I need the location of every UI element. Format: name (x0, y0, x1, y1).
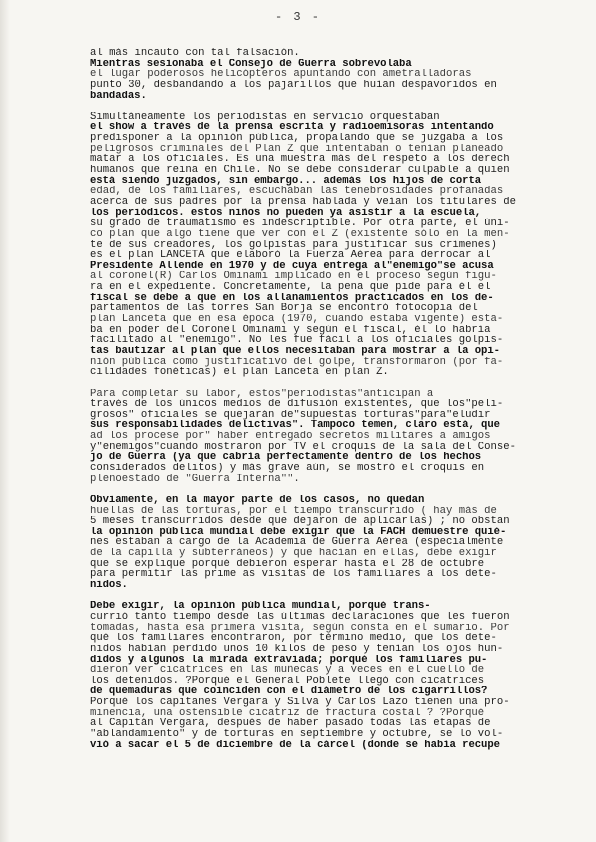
text-line: qué los familiares encontraron, por término medio, que los dete- (90, 633, 497, 644)
text-line: la opinión pública mundial debe exigir que la FACH demuestre quié- (90, 526, 507, 538)
text-line: Presidente Allende en 1970 y de cuya entrega al"enemigo"se acusa (90, 260, 494, 272)
text-line: Debe exigir, la opinión pública mundial, porqué trans- (90, 601, 431, 612)
text-line: Obviamente, en la mayor parte de los casos, no quedan (90, 494, 425, 506)
paragraph-gap (90, 101, 582, 112)
text-line: nión pública como justificativo del golpe, transformaron (por fa- (90, 356, 504, 368)
text-line: dieron ver cicatrices en las muñecas y a veces en el cuello de (90, 665, 485, 676)
text-line: plenoestado de "Guerra Interna"". (90, 473, 300, 485)
text-line: al coronel(R) Carlos Ominami implicado en el proceso según figu- (90, 271, 497, 283)
text-line: 5 meses transcurridos desde que dejaron de aplicarlas) ; no obstan (90, 516, 510, 527)
text-line: está siendo juzgados, sin embargo... además los hijos de corta (90, 175, 482, 187)
text-line: fiscal se debe a que en los allanamientos practicados en los de- (90, 292, 494, 304)
text-line: su grado de traumatismo es indescriptible. Por otra parte, el úni- (90, 218, 510, 229)
text-line: el show a través de la prensa escrita y radioemisoras intentando (90, 122, 494, 134)
text-line: nes estaban a cargo de la Academia de Guerra Aérea (especialmente (90, 537, 504, 549)
text-line: humanos que reina en Chile. No se debe considerar culpable a quien (90, 165, 510, 176)
text-line: peligrosos criminales del Plan Z que intentaban o tenían planeado (90, 143, 504, 155)
text-line: el lugar poderosos helicópteros apuntando con ametralladoras (90, 69, 472, 80)
text-line: jo de Guerra (ya que cabría perfectamente dentro de los hechos (90, 452, 482, 463)
text-line: y"enemigos"cuando mostraron por TV el croquis de la sala del Conse- (90, 441, 516, 453)
paragraph-gap (90, 591, 582, 602)
text-line: tomadas, hasta esa primera visita, según consta en el sumario. Por (90, 622, 510, 634)
paragraph-gap (90, 484, 582, 495)
text-line: ba en poder del Coronel Ominami y según el fiscal, él lo habría (90, 324, 491, 336)
text-line: al más incauto con tal falsación. (90, 48, 300, 59)
text-line: través de los únicos medios de difusión existentes, que los"peli- (90, 399, 504, 410)
paragraph (90, 495, 582, 591)
text-line: nidos. (90, 580, 128, 591)
text-line: Simultáneamente los periodistas en servicio orquestaban (90, 111, 440, 123)
text-line: es el plan LANCETA que elaboró la Fuerza Aérea para derrocar al (90, 250, 491, 261)
text-line: didos y algunos la mirada extraviada; porqué los familiares pu- (90, 654, 488, 666)
paragraph (90, 601, 582, 750)
text-line: ad los procese por" haber entregado secretos militares a amigos (90, 431, 491, 442)
text-line: te de sus creadores, los golpistas para justificar sus crímenes) (90, 239, 497, 251)
text-line: tas bautizar al plan que ellos necesitaban para mostrar a la opi- (90, 345, 500, 357)
text-line: al Capitán Vergara, después de haber pasado todas las etapas de (90, 718, 491, 729)
text-line: minencia, una ostensible cicatriz de fractura costal ? ?Porqué (90, 707, 485, 719)
text-line: vió a sacar el 5 de diciembre de la cárcel (donde se había recupe (90, 739, 500, 751)
text-line: los periódicos. estos niños no pueden ya asistir a la escuela, (90, 207, 482, 219)
text-line: que se explique porqué debieron esperar hasta el 28 de octubre (90, 558, 485, 570)
text-line: co plan que algo tiene que ver con el Z (existente sólo en la men- (90, 228, 510, 240)
text-line: partamentos de las torres San Borja se encontró fotocopia del (90, 303, 478, 315)
text-line: los detenidos. ?Porqué el General Poblete llegó con cicatrices (90, 675, 485, 687)
text-line: grosos" oficiales se quejarán de"supuestas torturas"para"eludir (90, 409, 491, 421)
text-line: ra en el expediente. Concretamente, la pena que pide para él el (90, 282, 491, 293)
paragraph (90, 48, 582, 101)
text-line: para permitir las prime as visitas de los familiares a los dete- (90, 569, 497, 581)
text-line: Mientras sesionaba el Consejo de Guerra sobrevolaba (90, 58, 412, 70)
page-number: - 3 - (274, 10, 321, 24)
text-line: punto 30, desbandando a los pajarillos que huían despavoridos en (90, 79, 497, 91)
text-line: predisponer a la opinión pública, propalando que se juzgaba a los (90, 133, 504, 144)
text-line: considerados delitos) y más grave aún, se mostró el croquis en (90, 462, 485, 474)
text-line: matar a los oficiales. Es una muestra más del respeto a los derech (90, 154, 510, 166)
text-line: currió tanto tiempo desde las últimas declaraciones que les fueron (90, 611, 510, 623)
paragraph (90, 112, 582, 378)
text-line: nidos habían perdido unos 10 kilos de peso y tenían los ojos hun- (90, 643, 504, 655)
text-line: huellas de las torturas, por el tiempo transcurrido ( hay más de (90, 505, 497, 517)
text-line: sus responsabilidades delictivas". Tampoco temen, claro está, que (90, 420, 500, 432)
text-line: acerca de sus padres por la prensa hablada y veían los titulares de (90, 196, 516, 208)
text-line: de quemaduras que coinciden con el diámetro de los cigarrillos? (90, 686, 488, 698)
text-line: "ablandamiento" y de torturas en septiembre y octubre, se lo vol- (90, 729, 504, 740)
text-line: cilidades fonéticas) el plan Lanceta en plan Z. (90, 367, 389, 378)
text-line: Porqué los capitanes Vergara y Silva y Carlos Lazo tienen una pro- (90, 697, 510, 708)
page-edge-shadow (0, 0, 10, 842)
text-line: facilitado al "enemigo". No les fue fácil a los oficiales golpis- (90, 335, 504, 346)
document-body (90, 48, 582, 750)
text-line: de la capilla y subterráneos) y que hacían en ellas, debe exigir (90, 548, 497, 559)
paragraph (90, 389, 582, 485)
text-line: plan Lanceta que en esa época (1970, cuando estaba vigente) esta- (90, 314, 504, 325)
paragraph-gap (90, 378, 582, 389)
text-line: edad, de los familiares, escuchaban las tenebrosidades profanadas (90, 186, 504, 197)
text-line: bandadas. (90, 90, 147, 102)
text-line: Para completar su labor, estos"periodistas"anticipan a (90, 388, 434, 400)
